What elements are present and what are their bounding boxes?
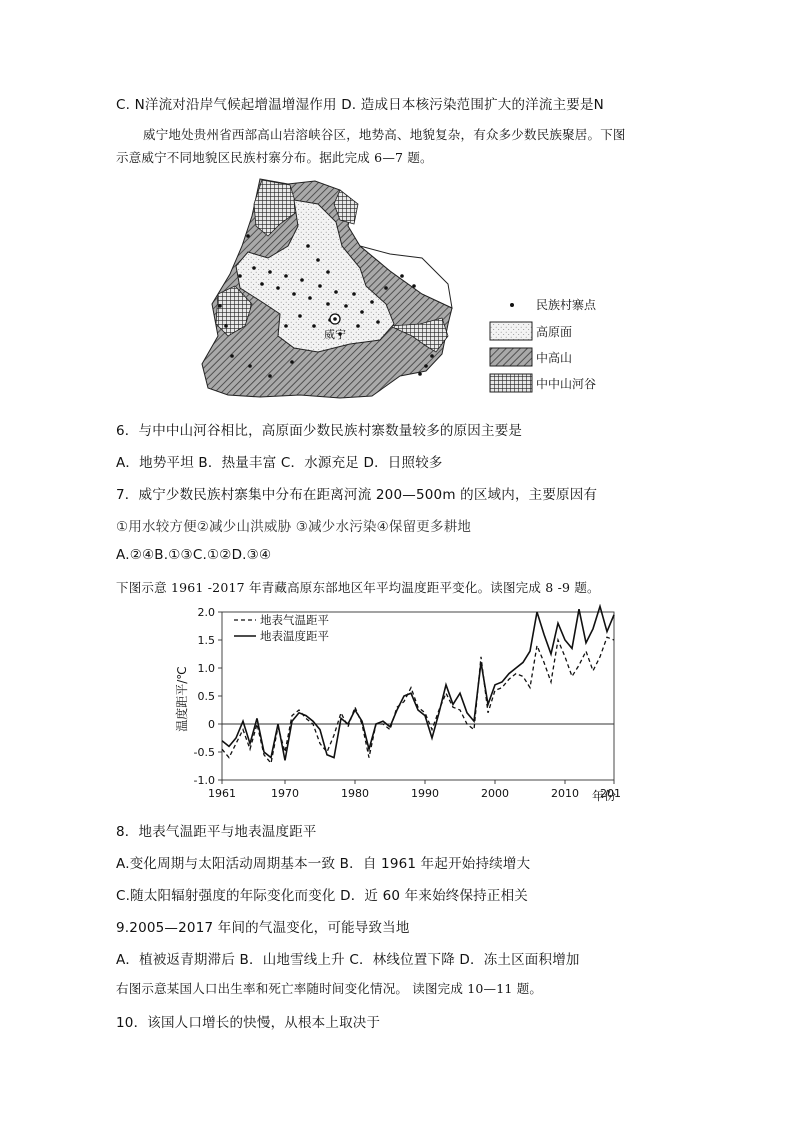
y-tick-label: 1.5 <box>197 634 215 647</box>
x-tick-label: 201 <box>600 787 620 800</box>
legend-label-plateau: 高原面 <box>536 325 573 339</box>
temperature-anomaly-chart <box>160 604 620 804</box>
question-6-options: A．地势平坦 B．热量丰富 C．水源充足 D．日照较多 <box>116 455 443 471</box>
intro-paragraph-line-2: 示意威宁不同地貌区民族村寨分布。据此完成 6—7 题。 <box>116 150 433 165</box>
map-city-label: 威宁 <box>324 328 346 341</box>
question-5-options-line: C. N洋流对沿岸气候起增温增湿作用 D. 造成日本核污染范围扩大的洋流主要是N <box>116 97 604 113</box>
chart-y-axis-label: 温度距平/℃ <box>175 666 189 732</box>
question-10-stem: 10．该国人口增长的快慢，从根本上取决于 <box>116 1015 381 1031</box>
intro-questions-10-11: 右图示意某国人口出生率和死亡率随时间变化情况。 读图完成 10—11 题。 <box>116 981 543 996</box>
weining-city-marker <box>330 314 340 324</box>
question-7-options: A.②④B.①③C.①②D.③④ <box>116 547 272 563</box>
x-tick-label: 2010 <box>551 787 579 800</box>
chart-x-axis-label: 年份 <box>591 789 616 803</box>
legend-label-valley: 中中山河谷 <box>536 377 597 391</box>
legend-swatch-plateau <box>490 322 532 340</box>
legend-series-air-temp: 地表气温距平 <box>260 613 329 627</box>
question-9-stem: 9.2005—2017 年间的气温变化，可能导致当地 <box>116 920 410 936</box>
y-tick-label: -0.5 <box>193 746 215 759</box>
question-9-options: A．植被返青期滞后 B．山地雪线上升 C．林线位置下降 D．冻土区面积增加 <box>116 952 580 968</box>
map-legend <box>490 297 597 392</box>
y-tick-label: 1.0 <box>197 662 215 675</box>
y-tick-label: 0.5 <box>197 690 215 703</box>
y-tick-label: 0 <box>208 718 215 731</box>
chart-legend <box>234 613 329 643</box>
x-tick-label: 1961 <box>208 787 236 800</box>
legend-label-mid-high: 中高山 <box>536 351 573 365</box>
weining-landform-map <box>190 176 620 401</box>
question-8-options-cd: C.随太阳辐射强度的年际变化而变化 D．近 60 年来始终保持正相关 <box>116 888 528 904</box>
legend-dot-icon <box>510 303 514 307</box>
question-7-items: ①用水较方便②减少山洪威胁 ③减少水污染④保留更多耕地 <box>116 519 472 535</box>
question-7-stem: 7．威宁少数民族村寨集中分布在距离河流 200—500m 的区域内，主要原因有 <box>116 487 598 503</box>
y-tick-label: 2.0 <box>197 606 215 619</box>
x-tick-label: 1980 <box>341 787 369 800</box>
x-tick-label: 1990 <box>411 787 439 800</box>
legend-series-surface-temp: 地表温度距平 <box>260 629 329 643</box>
x-tick-label: 2000 <box>481 787 509 800</box>
x-tick-label: 1970 <box>271 787 299 800</box>
intro-questions-8-9: 下图示意 1961 -2017 年青藏高原东部地区年平均温度距平变化。读图完成 8 -9 题。 <box>116 580 600 595</box>
legend-label-village: 民族村寨点 <box>536 298 597 312</box>
series-line-surface-air-temp <box>222 637 614 763</box>
y-tick-label: -1.0 <box>193 774 215 787</box>
intro-paragraph-line-1: 威宁地处贵州省西部高山岩溶峡谷区，地势高、地貌复杂，有众多少数民族聚居。下图 <box>143 127 626 142</box>
question-6-stem: 6．与中中山河谷相比，高原面少数民族村寨数量较多的原因主要是 <box>116 423 523 439</box>
legend-swatch-mid-high <box>490 348 532 366</box>
question-8-stem: 8．地表气温距平与地表温度距平 <box>116 824 317 840</box>
question-8-options-ab: A.变化周期与太阳活动周期基本一致 B．自 1961 年起开始持续增大 <box>116 856 531 872</box>
legend-swatch-valley <box>490 374 532 392</box>
